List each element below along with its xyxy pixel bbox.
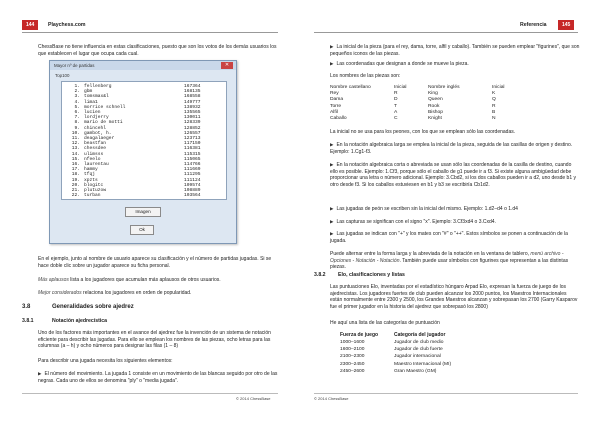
player-name: chessdee <box>84 146 107 152</box>
header-title: Referencia <box>520 22 547 28</box>
bullet-arrow-icon: ▶ <box>38 371 42 376</box>
player-name: gambot, h. <box>84 130 112 136</box>
games-count: 117150 <box>184 141 201 147</box>
rank-number: 16. <box>71 162 80 167</box>
list-item[interactable] <box>62 193 222 199</box>
pawn-note: La inicial no se usa para los peones, con los que se emplean sólo las coordenadas. <box>330 129 516 135</box>
rank-number: 13. <box>71 146 80 152</box>
section-number: 3.8 <box>22 304 31 310</box>
subsection-title: Notación ajedrecística <box>52 318 108 324</box>
ok-button[interactable]: Ok <box>130 225 154 235</box>
games-count: 109574 <box>184 182 201 188</box>
bullet-arrow-icon: ▶ <box>330 61 334 66</box>
player-name: tomsmax&l <box>84 94 109 100</box>
rating-table <box>340 332 508 375</box>
games-count: 130011 <box>184 115 201 121</box>
header-rule <box>314 32 578 33</box>
games-count: 103564 <box>184 193 201 199</box>
bullet-arrow-icon: ▶ <box>330 162 334 167</box>
player-name: laurentau <box>84 162 109 167</box>
table-row: 1600–2100 Jugador de club fuerte <box>340 347 443 353</box>
games-count: 135565 <box>184 110 201 115</box>
rank-number: 17. <box>71 167 80 173</box>
games-count: 128852 <box>184 125 201 131</box>
games-count: 108889 <box>184 188 201 193</box>
games-count: 114766 <box>184 162 201 167</box>
player-name: xpzts <box>84 177 98 183</box>
rank-number: 21. <box>71 188 80 193</box>
bullet-captures: ▶ Las capturas se significan con el signo "x". Ejemplo: 3.Cf3xd4 o 3.Cxd4. <box>330 219 496 225</box>
bullet-check-symbols: ▶ Las jugadas se indican con "+" y los mates con "#" o "++". Estos símbolos se ponen a continuación de la jugada. <box>330 231 568 244</box>
rank-number: 11. <box>71 136 80 141</box>
table-header-row: Fuerza de juego Categoría del jugador <box>340 332 446 338</box>
rank-number: 1. <box>74 84 80 89</box>
top-games-dialog <box>49 60 237 244</box>
rank-number: 5. <box>74 104 80 110</box>
table-row: Rey R King K <box>330 90 496 96</box>
left-page-header <box>22 19 278 33</box>
bullet-arrow-icon: ▶ <box>330 44 334 49</box>
player-name: hammy <box>84 167 98 173</box>
rank-number: 15. <box>71 156 80 162</box>
player-name: turban <box>84 193 101 199</box>
player-name: lucien <box>84 110 101 115</box>
section-number: 3.8.2 <box>314 272 326 278</box>
games-count: 115065 <box>184 156 201 162</box>
rank-number: 2. <box>74 89 80 95</box>
pieces-table <box>328 84 524 122</box>
header-title: Playchess.com <box>48 22 86 28</box>
rank-number: 10. <box>71 130 80 136</box>
subsection-number: 3.8.1 <box>22 318 34 324</box>
applause-term: Más aplausos <box>38 277 69 283</box>
bullet-arrow-icon: ▶ <box>330 206 334 211</box>
pieces-intro: Los nombres de las piezas son: <box>330 73 401 79</box>
player-name: deagalaeger <box>84 136 115 141</box>
games-count: 167364 <box>184 84 201 89</box>
notation-paragraph: Uno de los factores más importantes en el avance del ajedrez fue la invención de un sistema de notación eficiente para describir las jugadas. Para ello se emplean los nombres de las piezas, ocho letras para las columnas (a – h) y ocho números para designar las filas (1 – 8) <box>38 330 271 350</box>
rank-number: 18. <box>71 172 80 178</box>
player-name: chincehl <box>84 125 107 131</box>
ranking-paragraph: En el ejemplo, junto al nombre de usuario aparece su clasificación y el número de partidas jugadas. Si se hace doble clic sobre un jugador aparece su ficha personal. <box>38 256 272 269</box>
footer-copyright: © 2014 ChessBase <box>236 396 271 401</box>
toggle-notation-paragraph: Puede alternar entre la forma larga y la abreviada de la notación en la ventana de tablero, menú archivo - Opciones - Notación - Notación. También puede usar símbolos con figurines que representan a las distintas piezas. <box>330 251 569 271</box>
elements-intro: Para describir una jugada necesita los siguientes elementos: <box>38 358 173 364</box>
rank-number: 20. <box>71 182 80 188</box>
table-row: Dama D Queen Q <box>330 97 496 103</box>
bullet-coordinates: ▶ Las coordenadas que designan a donde se mueve la pieza. <box>330 61 469 67</box>
table-row: 2300–2450 Maestro Internacional (MI) <box>340 361 452 367</box>
table-row: 1000–1600 Jugador de club medio <box>340 340 444 346</box>
table-header-row: Nombre castellano Inicial Nombre inglés Inicial <box>330 84 505 90</box>
dialog-title: Mayor nº de partidas <box>50 61 236 70</box>
games-count: 111295 <box>184 172 201 178</box>
bullet-arrow-icon: ▶ <box>330 142 334 147</box>
player-name: mario de motti <box>84 120 123 126</box>
games-count: 128339 <box>184 120 201 126</box>
table-row: Caballo C Knight N <box>330 116 496 122</box>
applause-paragraph: Más aplausos lista a los jugadores que acumulan más aplausos de otros usuarios. <box>38 277 221 283</box>
table-row: Torre T Rook R <box>330 103 496 109</box>
rank-number: 8. <box>74 120 80 126</box>
bullet-arrow-icon: ▶ <box>330 231 334 236</box>
section-title: Generalidades sobre ajedrez <box>52 304 134 310</box>
player-name: nfeelo <box>84 156 101 162</box>
footer-copyright: © 2014 ChessBase <box>314 396 349 401</box>
player-name: plutuzow <box>84 188 107 193</box>
games-count: 116381 <box>184 146 201 152</box>
rating-intro: He aquí una lista de las categorías de puntuación <box>330 320 440 326</box>
menu-path: menú archivo - Opciones - Notación - Notación <box>330 251 564 264</box>
bullet-long-notation: ▶ En la notación algebraica larga se emplea la inicial de la pieza, seguida de las casillas de origen y destino. Ejemplo: 1.Cg1-f3. <box>330 142 573 155</box>
games-count: 168135 <box>184 89 201 95</box>
player-name: gbm <box>84 89 93 95</box>
rank-number: 19. <box>71 177 80 183</box>
bullet-arrow-icon: ▶ <box>330 219 334 224</box>
player-name: blogitc <box>84 182 104 188</box>
rank-number: 14. <box>71 151 80 157</box>
close-icon[interactable]: ✕ <box>221 62 233 69</box>
table-row: 2100–2300 Jugador internacional <box>340 354 441 360</box>
bullet-pawn-moves: ▶ Las jugadas de peón se escriben sin la inicial del mismo. Ejemplo: 1.d2–d4 o 1.d4 <box>330 206 518 212</box>
player-name: beastfan <box>84 141 107 147</box>
games-count: 168558 <box>184 94 201 100</box>
player-name: ulimsss <box>84 151 104 157</box>
right-page <box>300 0 600 424</box>
rank-number: 12. <box>71 141 80 147</box>
list-label: Top100 <box>55 73 70 78</box>
right-page-header <box>314 19 578 33</box>
page-number-badge: 145 <box>558 20 574 30</box>
games-count: 123713 <box>184 136 201 141</box>
page-number-badge: 144 <box>22 20 38 30</box>
table-row: Alfil A Bishop B <box>330 109 496 115</box>
footer-rule <box>22 393 278 394</box>
player-name: lordjerry <box>84 115 109 121</box>
rank-number: 6. <box>74 110 80 115</box>
rank-number: 4. <box>74 99 80 105</box>
games-count: 115315 <box>184 151 201 157</box>
top100-list[interactable] <box>61 81 227 200</box>
popular-paragraph: Mejor considerados relaciona los jugadores en orden de popularidad. <box>38 290 192 296</box>
rank-number: 7. <box>74 115 80 121</box>
rank-number: 9. <box>74 125 80 131</box>
games-count: 126557 <box>184 130 201 136</box>
player-name: morrice schnell <box>84 104 126 110</box>
games-count: 111124 <box>184 177 201 183</box>
rank-number: 3. <box>74 94 80 100</box>
table-row: 2450–2600 Gran Maestro (GM) <box>340 368 437 374</box>
games-count: 149777 <box>184 99 201 105</box>
footer-rule <box>314 393 578 394</box>
bullet-initial: ▶ La inicial de la pieza (para el rey, dama, torre, alfil y caballo). También se pueden emplear "figurines", que son pequeños iconos de las piezas. <box>330 44 580 57</box>
rank-number: 22. <box>71 193 80 199</box>
games-count: 138932 <box>184 104 201 110</box>
popular-term: Mejor considerados <box>38 290 82 296</box>
player-name: tfqj <box>84 172 96 178</box>
elo-paragraph: Las puntuaciones Elo, inventadas por el estadístico húngaro Arpad Elo, expresan la fuerza de juego de los ajedrecistas. Los jugadores fuertes de club pueden alcanzar los 2000 puntos, los Maestros Internacionales están normalmente entre 2300 y 2500, los Grandes Maestros alcanzan y sobrepasan los 2700 (Garry Kasparov fue el primer jugador en la historia del ajedrez que sobrepasó los 2800) <box>330 284 578 310</box>
player-name: lima1 <box>84 99 98 105</box>
player-name: fellenberg <box>84 84 112 89</box>
image-button[interactable]: Imagen <box>125 207 161 217</box>
header-rule <box>22 32 278 33</box>
intro-paragraph: ChessBase no tiene influencia en estas clasificaciones, puesto que son los votos de los demás usuarios los que establecen el lugar que ocupa cada cual. <box>38 44 277 57</box>
bullet-move-number: ▶ El número del movimiento. La jugada 1 consiste en un movimiento de las blancas seguido por otro de las negras. Cada uno de ellos se denomina "ply" o "media jugada". <box>38 371 278 384</box>
games-count: 111669 <box>184 167 201 173</box>
section-title: Elo, clasificaciones y listas <box>338 272 405 278</box>
bullet-short-notation: ▶ En la notación algebraica corta o abreviada se usan sólo las coordenadas de la casilla de destino, cuando ello es posible. Ejemplo: 1.Cf3, porque sólo el caballo de g1 puede ir a f3. Si existe alguna ambigüedad debe proporcionar una letra o número adicional. Ejemplo: 3.Cbd2, si los dos caballos pueden ir a d2, uno desde b1 y otro desde f3. Si los caballos estuviesen en b1 y b3 se escribiría Cb1d2. <box>330 162 576 188</box>
